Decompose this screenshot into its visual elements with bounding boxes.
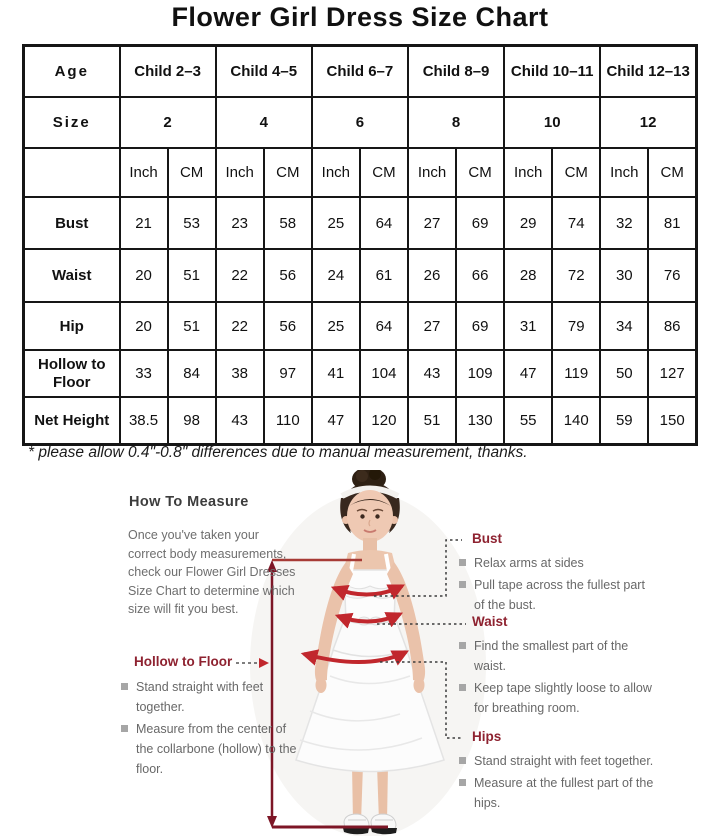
cell: 30 (600, 249, 648, 302)
unit-cell: Inch (504, 148, 552, 197)
unit-cell: Inch (120, 148, 168, 197)
measure-instruction: Measure from the center of the collarbone (hollow) to the floor. (120, 719, 302, 779)
unit-cell: Inch (312, 148, 360, 197)
unit-cell: Inch (408, 148, 456, 197)
size-cell: 8 (408, 97, 504, 148)
unit-cell: CM (168, 148, 216, 197)
page-title: Flower Girl Dress Size Chart (171, 2, 549, 32)
cell: 43 (408, 350, 456, 397)
cell: 53 (168, 197, 216, 249)
age-row (24, 46, 697, 98)
cell: 76 (648, 249, 696, 302)
unit-cell: CM (456, 148, 504, 197)
cell: 38.5 (120, 397, 168, 445)
cell: 21 (120, 197, 168, 249)
cell: 109 (456, 350, 504, 397)
age-cell: Child 2–3 (120, 46, 216, 98)
cell: 140 (552, 397, 600, 445)
unit-cell: CM (264, 148, 312, 197)
cell: 29 (504, 197, 552, 249)
table-row-hip (24, 302, 697, 350)
cell: 150 (648, 397, 696, 445)
measure-instruction: Relax arms at sides (458, 553, 654, 573)
cell: 34 (600, 302, 648, 350)
unit-cell: CM (552, 148, 600, 197)
cell: 64 (360, 197, 408, 249)
cell: 74 (552, 197, 600, 249)
hollow-to-floor-label: Hollow to Floor (134, 654, 233, 669)
cell: 58 (264, 197, 312, 249)
age-cell: Child 8–9 (408, 46, 504, 98)
empty-cell (24, 148, 120, 197)
cell: 84 (168, 350, 216, 397)
cell: 59 (600, 397, 648, 445)
table-row-hollow-to-floor (24, 350, 697, 397)
cell: 55 (504, 397, 552, 445)
cell: 119 (552, 350, 600, 397)
cell: 61 (360, 249, 408, 302)
age-header: Age (24, 46, 120, 98)
measure-intro: Once you've taken your correct body measurements, check our Flower Girl Dresses Size Chart to determine which size will fit you best. (128, 528, 296, 616)
cell: 51 (168, 302, 216, 350)
hips-instructions (458, 751, 654, 815)
cell: 50 (600, 350, 648, 397)
bust-label: Bust (472, 531, 502, 546)
measure-instruction: Stand straight with feet together. (120, 677, 302, 717)
cell: 43 (216, 397, 264, 445)
cell: 51 (408, 397, 456, 445)
unit-cell: CM (648, 148, 696, 197)
hips-label: Hips (472, 729, 502, 744)
table-row-waist (24, 249, 697, 302)
cell: 22 (216, 302, 264, 350)
cell: 69 (456, 197, 504, 249)
cell: 24 (312, 249, 360, 302)
cell: 130 (456, 397, 504, 445)
cell: 25 (312, 302, 360, 350)
cell: 28 (504, 249, 552, 302)
cell: 27 (408, 302, 456, 350)
row-label: Hip (24, 302, 120, 350)
table-row-bust (24, 197, 697, 249)
cell: 32 (600, 197, 648, 249)
cell: 20 (120, 302, 168, 350)
cell: 23 (216, 197, 264, 249)
row-label: Net Height (24, 397, 120, 445)
row-label: Waist (24, 249, 120, 302)
measure-instruction: Stand straight with feet together. (458, 751, 654, 771)
cell: 66 (456, 249, 504, 302)
cell: 47 (312, 397, 360, 445)
age-cell: Child 4–5 (216, 46, 312, 98)
cell: 56 (264, 249, 312, 302)
how-to-measure-heading: How To Measure (129, 494, 249, 510)
measure-instruction: Keep tape slightly loose to allow for breathing room. (458, 678, 654, 718)
cell: 51 (168, 249, 216, 302)
age-cell: Child 12–13 (600, 46, 696, 98)
cell: 25 (312, 197, 360, 249)
cell: 110 (264, 397, 312, 445)
size-row (24, 97, 697, 148)
bust-instructions (458, 553, 654, 617)
cell: 86 (648, 302, 696, 350)
measure-instruction: Measure at the fullest part of the hips. (458, 773, 654, 813)
size-cell: 6 (312, 97, 408, 148)
measurement-note: * please allow 0.4"-0.8" differences due to manual measurement, thanks. (28, 444, 528, 461)
size-cell: 10 (504, 97, 600, 148)
cell: 120 (360, 397, 408, 445)
unit-cell: Inch (216, 148, 264, 197)
size-header: Size (24, 97, 120, 148)
cell: 33 (120, 350, 168, 397)
cell: 38 (216, 350, 264, 397)
unit-cell: Inch (600, 148, 648, 197)
cell: 20 (120, 249, 168, 302)
hollow-to-floor-instructions (120, 677, 302, 781)
cell: 98 (168, 397, 216, 445)
table-row-net-height (24, 397, 697, 445)
measure-instruction: Find the smallest part of the waist. (458, 636, 654, 676)
cell: 22 (216, 249, 264, 302)
cell: 127 (648, 350, 696, 397)
unit-row (24, 148, 697, 197)
how-to-measure-section (0, 470, 720, 836)
cell: 56 (264, 302, 312, 350)
cell: 79 (552, 302, 600, 350)
row-label: Bust (24, 197, 120, 249)
size-cell: 12 (600, 97, 696, 148)
unit-cell: CM (360, 148, 408, 197)
age-cell: Child 10–11 (504, 46, 600, 98)
cell: 97 (264, 350, 312, 397)
cell: 41 (312, 350, 360, 397)
cell: 26 (408, 249, 456, 302)
measure-instruction: Pull tape across the fullest part of the bust. (458, 575, 654, 615)
cell: 64 (360, 302, 408, 350)
cell: 72 (552, 249, 600, 302)
cell: 47 (504, 350, 552, 397)
size-cell: 4 (216, 97, 312, 148)
size-cell: 2 (120, 97, 216, 148)
cell: 69 (456, 302, 504, 350)
cell: 27 (408, 197, 456, 249)
cell: 81 (648, 197, 696, 249)
age-cell: Child 6–7 (312, 46, 408, 98)
size-chart-table (22, 44, 698, 446)
cell: 31 (504, 302, 552, 350)
row-label: Hollow to Floor (24, 350, 120, 397)
waist-instructions (458, 636, 654, 720)
waist-label: Waist (472, 614, 508, 629)
cell: 104 (360, 350, 408, 397)
girl-photo (250, 470, 486, 836)
